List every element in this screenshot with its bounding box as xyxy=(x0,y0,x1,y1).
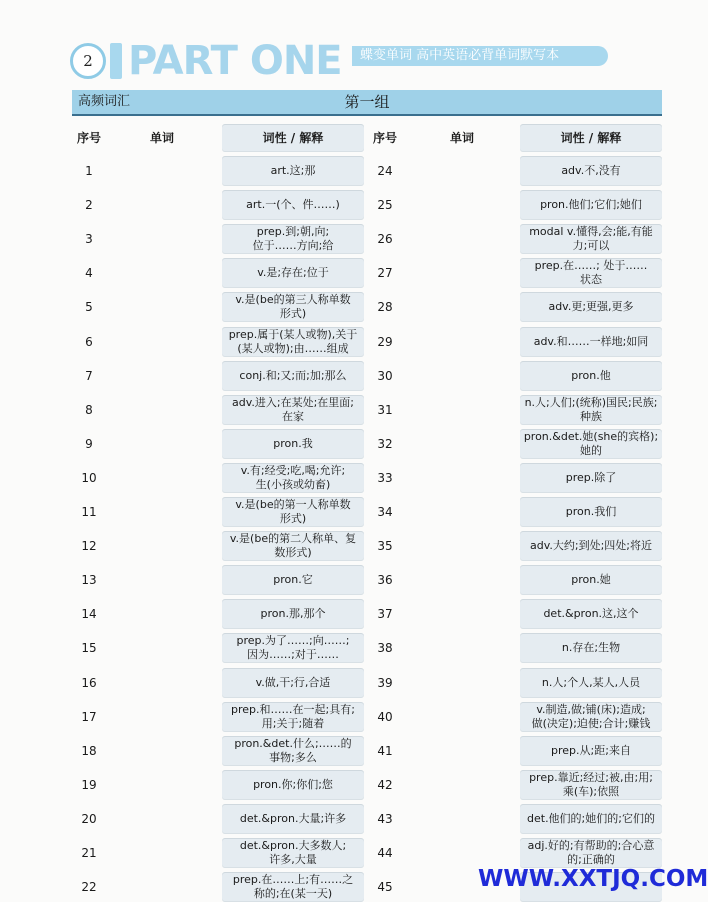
definition-right: det.&pron.这,这个 xyxy=(520,599,662,629)
definition-right: pron.她 xyxy=(520,565,662,595)
definition-right: n.人;个人,某人,人员 xyxy=(520,668,662,698)
row-number-right: 31 xyxy=(377,403,393,417)
word-blank-left[interactable] xyxy=(128,599,208,629)
word-blank-right[interactable] xyxy=(424,770,504,800)
definition-right: prep.除了 xyxy=(520,463,662,493)
book-subtitle: 蝶变单词 高中英语必背单词默写本 xyxy=(352,46,608,66)
part-title: PART ONE xyxy=(128,38,342,84)
row-number-left: 18 xyxy=(81,744,97,758)
word-blank-right[interactable] xyxy=(424,258,504,288)
definition-left: v.做,干;行,合适 xyxy=(222,668,364,698)
col-head-def-right: 词性 / 解释 xyxy=(560,131,622,145)
section-category: 高频词汇 xyxy=(78,94,131,109)
definition-right: adv.和……一样地;如同 xyxy=(520,327,662,357)
definition-left: v.是(be的第三人称单数 形式) xyxy=(222,292,364,322)
row-number-left: 17 xyxy=(81,710,97,724)
word-blank-left[interactable] xyxy=(128,565,208,595)
word-blank-left[interactable] xyxy=(128,497,208,527)
definition-right: prep.在……; 处于…… 状态 xyxy=(520,258,662,288)
word-blank-right[interactable] xyxy=(424,156,504,186)
definition-left: det.&pron.大多数人; 许多,大量 xyxy=(222,838,364,868)
row-number-right: 35 xyxy=(377,539,393,553)
word-blank-right[interactable] xyxy=(424,599,504,629)
definition-right: adj.好的;有帮助的;合心意 的;正确的 xyxy=(520,838,662,868)
definition-left: v.是(be的第二人称单、复 数形式) xyxy=(222,531,364,561)
definition-left: v.是;存在;位于 xyxy=(222,258,364,288)
definition-left: det.&pron.大量;许多 xyxy=(222,804,364,834)
word-blank-right[interactable] xyxy=(424,224,504,254)
word-blank-left[interactable] xyxy=(128,292,208,322)
word-blank-left[interactable] xyxy=(128,872,208,902)
row-number-left: 9 xyxy=(85,437,93,451)
word-blank-right[interactable] xyxy=(424,736,504,766)
word-blank-right[interactable] xyxy=(424,531,504,561)
definition-left: v.是(be的第一人称单数 形式) xyxy=(222,497,364,527)
row-number-right: 32 xyxy=(377,437,393,451)
definition-right: prep.靠近;经过;被,由;用; 乘(车);依照 xyxy=(520,770,662,800)
word-blank-left[interactable] xyxy=(128,224,208,254)
definition-left: art.这;那 xyxy=(222,156,364,186)
site-watermark: WWW.XXTJQ.COM xyxy=(478,866,708,892)
row-number-right: 43 xyxy=(377,812,393,826)
word-blank-left[interactable] xyxy=(128,668,208,698)
row-number-left: 3 xyxy=(85,232,93,246)
row-number-right: 24 xyxy=(377,164,393,178)
word-blank-right[interactable] xyxy=(424,395,504,425)
definition-left: v.有;经受;吃,喝;允许; 生(小孩或幼畜) xyxy=(222,463,364,493)
definition-left: prep.为了……;向……; 因为……;对于…… xyxy=(222,633,364,663)
definition-right: n.人;人们;(统称)国民;民族; 种族 xyxy=(520,395,662,425)
row-number-right: 39 xyxy=(377,676,393,690)
word-blank-right[interactable] xyxy=(424,292,504,322)
word-blank-left[interactable] xyxy=(128,395,208,425)
definition-left: pron.我 xyxy=(222,429,364,459)
definition-right: det.他们的;她们的;它们的 xyxy=(520,804,662,834)
definition-left: art.一(个、件……) xyxy=(222,190,364,220)
definition-left: prep.在……上;有……之 称的;在(某一天) xyxy=(222,872,364,902)
word-blank-right[interactable] xyxy=(424,463,504,493)
definition-right: n.存在;生物 xyxy=(520,633,662,663)
col-head-num-left: 序号 xyxy=(76,131,101,145)
definition-right: pron.他 xyxy=(520,361,662,391)
word-blank-left[interactable] xyxy=(128,736,208,766)
word-blank-left[interactable] xyxy=(128,463,208,493)
row-number-right: 37 xyxy=(377,607,393,621)
col-head-def-left: 词性 / 解释 xyxy=(262,131,324,145)
definition-right: prep.从;距;来自 xyxy=(520,736,662,766)
word-blank-left[interactable] xyxy=(128,361,208,391)
row-number-right: 36 xyxy=(377,573,393,587)
word-blank-right[interactable] xyxy=(424,327,504,357)
definition-left: adv.进入;在某处;在里面; 在家 xyxy=(222,395,364,425)
word-blank-left[interactable] xyxy=(128,838,208,868)
row-number-right: 33 xyxy=(377,471,393,485)
col-head-word-right: 单词 xyxy=(449,131,474,145)
definition-left: conj.和;又;而;加;那么 xyxy=(222,361,364,391)
row-number-left: 12 xyxy=(81,539,97,553)
row-number-right: 44 xyxy=(377,846,393,860)
word-blank-left[interactable] xyxy=(128,190,208,220)
row-number-left: 10 xyxy=(81,471,97,485)
row-number-left: 22 xyxy=(81,880,97,894)
word-blank-right[interactable] xyxy=(424,804,504,834)
col-head-num-right: 序号 xyxy=(372,131,397,145)
definition-right: modal v.懂得,会;能,有能 力;可以 xyxy=(520,224,662,254)
row-number-left: 19 xyxy=(81,778,97,792)
row-number-left: 5 xyxy=(85,300,93,314)
col-head-word-left: 单词 xyxy=(149,131,174,145)
row-number-right: 26 xyxy=(377,232,393,246)
word-blank-right[interactable] xyxy=(424,565,504,595)
row-number-left: 11 xyxy=(81,505,97,519)
header-bar-decoration xyxy=(110,43,122,79)
definition-right: adv.不,没有 xyxy=(520,156,662,186)
row-number-right: 29 xyxy=(377,335,393,349)
definition-left: prep.属于(某人或物),关于 (某人或物);由……组成 xyxy=(222,327,364,357)
definition-left: pron.它 xyxy=(222,565,364,595)
word-blank-left[interactable] xyxy=(128,327,208,357)
row-number-left: 16 xyxy=(81,676,97,690)
page-header xyxy=(66,40,662,82)
row-number-left: 15 xyxy=(81,641,97,655)
row-number-left: 14 xyxy=(81,607,97,621)
row-number-left: 20 xyxy=(81,812,97,826)
section-group: 第一组 xyxy=(344,93,390,111)
row-number-right: 42 xyxy=(377,778,393,792)
row-number-right: 41 xyxy=(377,744,393,758)
row-number-right: 40 xyxy=(377,710,393,724)
section-banner xyxy=(72,90,662,116)
definition-right: v.制造,做;铺(床);造成; 做(决定);迫使;合计;赚钱 xyxy=(520,702,662,732)
word-blank-right[interactable] xyxy=(424,702,504,732)
definition-left: pron.那,那个 xyxy=(222,599,364,629)
word-blank-right[interactable] xyxy=(424,668,504,698)
word-blank-left[interactable] xyxy=(128,633,208,663)
word-blank-right[interactable] xyxy=(424,190,504,220)
row-number-left: 7 xyxy=(85,369,93,383)
definition-right: pron.我们 xyxy=(520,497,662,527)
page-number-badge: 2 xyxy=(70,43,106,79)
row-number-right: 28 xyxy=(377,300,393,314)
row-number-right: 25 xyxy=(377,198,393,212)
definition-left: prep.和……在一起;具有; 用;关于;随着 xyxy=(222,702,364,732)
row-number-right: 27 xyxy=(377,266,393,280)
row-number-left: 21 xyxy=(81,846,97,860)
definition-left: pron.你;你们;您 xyxy=(222,770,364,800)
row-number-left: 13 xyxy=(81,573,97,587)
row-number-right: 45 xyxy=(377,880,393,894)
row-number-left: 8 xyxy=(85,403,93,417)
word-blank-right[interactable] xyxy=(424,497,504,527)
word-blank-left[interactable] xyxy=(128,804,208,834)
word-blank-left[interactable] xyxy=(128,156,208,186)
definition-right: pron.&det.她(she的宾格); 她的 xyxy=(520,429,662,459)
word-blank-left[interactable] xyxy=(128,770,208,800)
row-number-left: 6 xyxy=(85,335,93,349)
word-blank-left[interactable] xyxy=(128,702,208,732)
definition-right: pron.他们;它们;她们 xyxy=(520,190,662,220)
word-blank-right[interactable] xyxy=(424,429,504,459)
row-number-left: 2 xyxy=(85,198,93,212)
word-blank-left[interactable] xyxy=(128,531,208,561)
row-number-right: 34 xyxy=(377,505,393,519)
definition-left: pron.&det.什么;……的 事物;多么 xyxy=(222,736,364,766)
definition-right: adv.更;更强,更多 xyxy=(520,292,662,322)
row-number-left: 1 xyxy=(85,164,93,178)
definition-left: prep.到;朝,向; 位于……方向;给 xyxy=(222,224,364,254)
definition-right: adv.大约;到处;四处;将近 xyxy=(520,531,662,561)
word-blank-right[interactable] xyxy=(424,361,504,391)
word-blank-right[interactable] xyxy=(424,633,504,663)
word-blank-left[interactable] xyxy=(128,258,208,288)
row-number-right: 30 xyxy=(377,369,393,383)
row-number-right: 38 xyxy=(377,641,393,655)
word-blank-left[interactable] xyxy=(128,429,208,459)
row-number-left: 4 xyxy=(85,266,93,280)
